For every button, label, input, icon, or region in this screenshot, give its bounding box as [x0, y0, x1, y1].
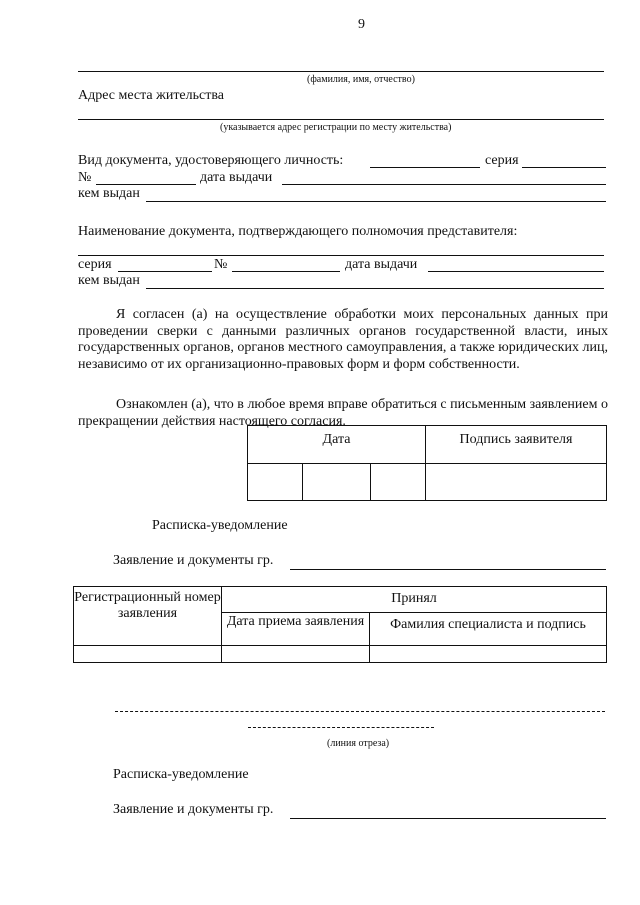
acknowledge-text: Ознакомлен (а), что в любое время вправе обратиться с письменным заявлением о прекращении действия настоящего согласия.	[78, 397, 608, 429]
receipt-reg-number-cell[interactable]	[74, 646, 222, 663]
page-number: 9	[358, 17, 365, 32]
receipt2-docs-label: Заявление и документы гр.	[113, 802, 274, 817]
receipt2-title: Расписка-уведомление	[113, 767, 249, 782]
rep-doc-issued-line[interactable]	[146, 288, 604, 289]
signature-table	[247, 425, 607, 501]
id-doc-type-label: Вид документа, удостоверяющего личность:	[78, 153, 344, 168]
receipt-date-header: Дата приема заявления	[222, 613, 370, 646]
sign-day-cell[interactable]	[248, 464, 303, 501]
id-doc-type-line[interactable]	[370, 167, 480, 168]
receipt-docs-label: Заявление и документы гр.	[113, 553, 274, 568]
address-caption: (указывается адрес регистрации по месту жительства)	[220, 122, 452, 133]
cut-line-caption: (линия отреза)	[327, 738, 390, 749]
receipt-specialist-header: Фамилия специалиста и подпись	[370, 613, 607, 646]
rep-doc-number-line[interactable]	[232, 271, 340, 272]
id-doc-date-label: дата выдачи	[200, 170, 273, 185]
receipt-title: Расписка-уведомление	[152, 518, 288, 533]
id-doc-series-label: серия	[485, 153, 519, 168]
consent-paragraph	[78, 307, 608, 373]
sign-year-cell[interactable]	[371, 464, 426, 501]
address-line	[78, 119, 604, 120]
id-doc-series-line[interactable]	[522, 167, 606, 168]
consent-text: Я согласен (а) на осуществление обработки моих персональных данных при проведении сверки с данными различных органов государственной власти, иных государственных органов, органов местного самоуправления, а также юридических лиц, независимо от их организационно-правовых форм и форм собственности.	[78, 307, 608, 372]
address-label: Адрес места жительства	[78, 88, 224, 103]
sign-signature-header: Подпись заявителя	[426, 426, 607, 464]
fio-line	[78, 71, 604, 72]
rep-doc-date-label: дата выдачи	[345, 257, 418, 272]
rep-doc-series-label: серия	[78, 257, 112, 272]
sign-date-header: Дата	[248, 426, 426, 464]
sign-signature-cell[interactable]	[426, 464, 607, 501]
receipt2-docs-line[interactable]	[290, 818, 606, 819]
rep-doc-number-label: №	[214, 257, 228, 272]
id-doc-date-line[interactable]	[282, 184, 606, 185]
fio-caption: (фамилия, имя, отчество)	[307, 74, 415, 85]
receipt-docs-line[interactable]	[290, 569, 606, 570]
rep-doc-issued-label: кем выдан	[78, 273, 140, 288]
rep-doc-name-line[interactable]	[78, 255, 604, 256]
id-doc-number-label: №	[78, 170, 92, 185]
id-doc-issued-label: кем выдан	[78, 186, 140, 201]
rep-doc-title: Наименование документа, подтверждающего полномочия представителя:	[78, 224, 518, 239]
id-doc-issued-line[interactable]	[146, 201, 606, 202]
receipt-specialist-cell[interactable]	[370, 646, 607, 663]
cut-line-short	[248, 727, 434, 728]
receipt-accepted-header: Принял	[222, 587, 607, 613]
rep-doc-date-line[interactable]	[428, 271, 604, 272]
receipt-table	[73, 586, 607, 663]
cut-line	[115, 711, 605, 712]
sign-month-cell[interactable]	[303, 464, 371, 501]
receipt-date-cell[interactable]	[222, 646, 370, 663]
receipt-reg-number-header: Регистрационный номер заявления	[74, 587, 222, 646]
